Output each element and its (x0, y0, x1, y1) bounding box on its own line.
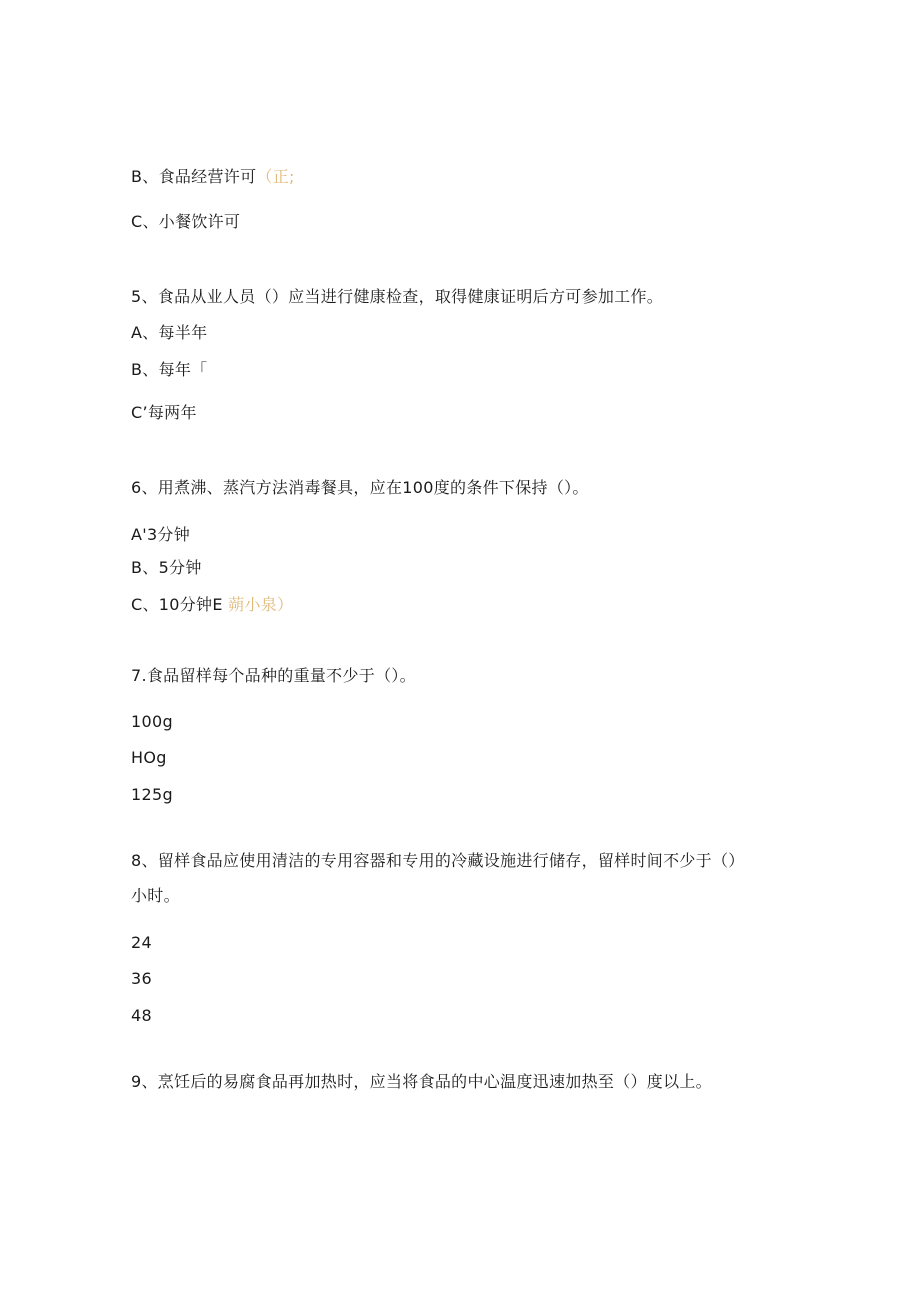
q7-option-1: 100g (131, 712, 173, 731)
q5-option-b: B、每年「 (131, 360, 208, 379)
q4-option-c: C、小餐饮许可 (131, 212, 241, 231)
q9-question: 9、烹饪后的易腐食品再加热时，应当将食品的中心温度迅速加热至（）度以上。 (131, 1072, 712, 1091)
q8-question-line1: 8、留样食品应使用清洁的专用容器和专用的冷藏设施进行储存，留样时间不少于（） (131, 851, 745, 870)
q4-option-b (131, 167, 295, 187)
q7-option-2: HOg (131, 748, 167, 767)
q6-option-a: A'3分钟 (131, 525, 191, 544)
q6-option-b: B、5分钟 (131, 558, 202, 577)
q6-option-c-text: C、10分钟E (131, 595, 223, 614)
q8-question-line2: 小时。 (131, 886, 180, 905)
q5-option-a: A、每半年 (131, 323, 208, 342)
q8-option-2: 36 (131, 969, 152, 988)
q6-answer-mark: 蒴小泉） (228, 595, 294, 614)
q6-option-c (131, 595, 293, 615)
q4-option-b-text: B、食品经营许可 (131, 167, 257, 186)
q7-question: 7.食品留样每个品种的重量不少于（）。 (131, 666, 416, 685)
q4-answer-mark: （正; (256, 167, 295, 186)
q8-option-3: 48 (131, 1006, 152, 1025)
q5-option-c: C’每两年 (131, 403, 197, 422)
q8-option-1: 24 (131, 933, 152, 952)
q5-question: 5、食品从业人员（）应当进行健康检查，取得健康证明后方可参加工作。 (131, 287, 664, 306)
q7-option-3: 125g (131, 785, 173, 804)
q6-question: 6、用煮沸、蒸汽方法消毒餐具，应在100度的条件下保持（）。 (131, 478, 589, 497)
